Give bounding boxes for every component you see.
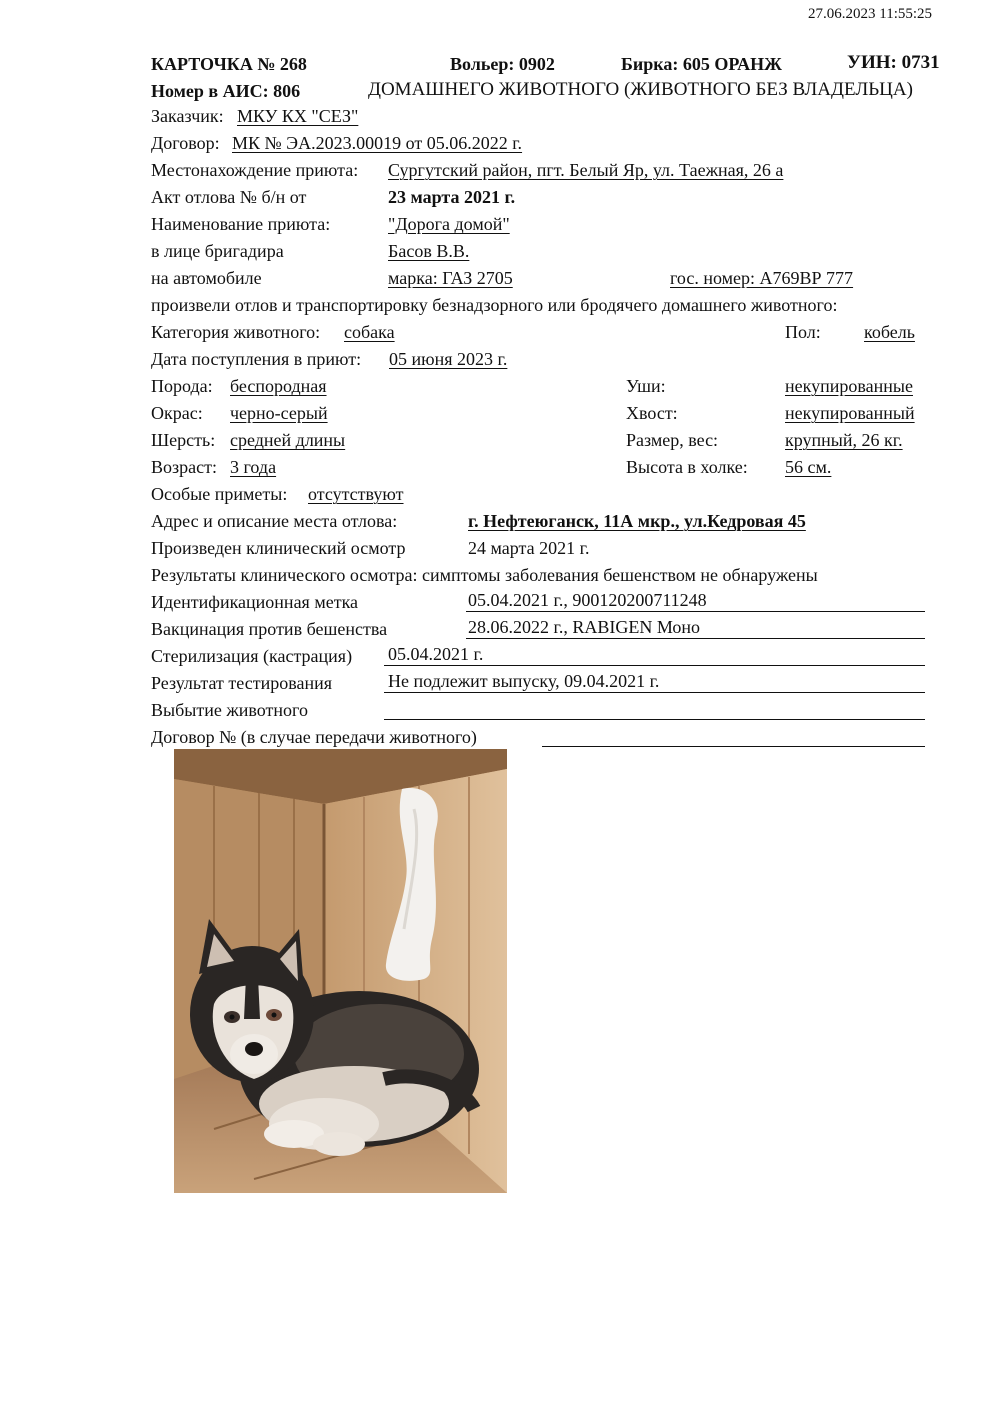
id-label: Идентификационная метка [151,592,359,612]
vacc-underline [466,638,925,639]
address-label: Адрес и описание места отлова: [151,511,398,531]
transfer-label: Договор № (в случае передачи животного) [151,727,477,747]
sex-label: Пол: [785,322,821,342]
breed-value: беспородная [230,376,327,396]
card-number: КАРТОЧКА № 268 [151,54,307,74]
size-value: крупный, 26 кг. [785,430,903,450]
customer-value: МКУ КХ "СЕЗ" [237,106,359,126]
marks-label: Особые приметы: [151,484,288,504]
shelter-value: "Дорога домой" [388,214,510,234]
age-label: Возраст: [151,457,217,477]
shelter-label: Наименование приюта: [151,214,331,234]
card-title: ДОМАШНЕГО ЖИВОТНОГО (ЖИВОТНОГО БЕЗ ВЛАДЕЛЬЦА) [368,79,913,100]
leave-underline [384,719,925,720]
coat-label: Шерсть: [151,430,216,450]
tail-label: Хвост: [626,403,678,423]
breed-label: Порода: [151,376,213,396]
tail-value: некупированный [785,403,915,423]
contract-value: МК № ЭА.2023.00019 от 05.06.2022 г. [232,133,523,153]
location-value: Сургутский район, пгт. Белый Яр, ул. Таежная, 26 а [388,160,784,180]
car-label: на автомобиле [151,268,262,288]
test-value: Не подлежит выпуску, 09.04.2021 г. [388,671,660,691]
size-label: Размер, вес: [626,430,719,450]
category-value: собака [344,322,395,342]
tag-number: Бирка: 605 ОРАНЖ [621,54,782,74]
act-label: Акт отлова № б/н от [151,187,307,207]
print-timestamp: 27.06.2023 11:55:25 [808,6,933,22]
steril-label: Стерилизация (кастрация) [151,646,353,666]
height-value: 56 см. [785,457,832,477]
marks-value: отсутствуют [308,484,404,504]
act-value: 23 марта 2021 г. [388,187,516,207]
height-label: Высота в холке: [626,457,748,477]
arrival-value: 05 июня 2023 г. [389,349,508,369]
id-value: 05.04.2021 г., 900120200711248 [468,590,707,610]
arrival-label: Дата поступления в приют: [151,349,362,369]
dog-photo [174,749,507,1193]
test-label: Результат тестирования [151,673,332,693]
transport-text: произвели отлов и транспортировку безнадзорного или бродячего домашнего животного: [151,295,838,315]
steril-underline [384,665,925,666]
vacc-label: Вакцинация против бешенства [151,619,388,639]
id-underline [466,611,925,612]
brigadier-value: Басов В.В. [388,241,470,261]
location-label: Местонахождение приюта: [151,160,359,180]
contract-label: Договор: [151,133,220,153]
leave-label: Выбытие животного [151,700,308,720]
uin-number: УИН: 0731 [847,52,940,73]
brigadier-label: в лице бригадира [151,241,284,261]
address-value: г. Нефтеюганск, 11А мкр., ул.Кедровая 45 [468,511,806,531]
exam-label: Произведен клинический осмотр [151,538,406,558]
vacc-value: 28.06.2022 г., RABIGEN Моно [468,617,701,637]
enclosure-number: Вольер: 0902 [450,54,555,74]
coat-value: средней длины [230,430,346,450]
car-brand: марка: ГАЗ 2705 [388,268,513,288]
transfer-underline [542,746,925,747]
ears-value: некупированные [785,376,913,396]
test-underline [384,692,925,693]
steril-value: 05.04.2021 г. [388,644,484,664]
category-label: Категория животного: [151,322,321,342]
customer-label: Заказчик: [151,106,224,126]
ears-label: Уши: [626,376,666,396]
exam-result-text: Результаты клинического осмотра: симптомы заболевания бешенством не обнаружены [151,565,818,585]
sex-value: кобель [864,322,915,342]
car-number: гос. номер: А769ВР 777 [670,268,854,288]
age-value: 3 года [230,457,277,477]
exam-value: 24 марта 2021 г. [468,538,590,558]
ais-number: Номер в АИС: 806 [151,81,301,101]
color-label: Окрас: [151,403,203,423]
color-value: черно-серый [230,403,328,423]
